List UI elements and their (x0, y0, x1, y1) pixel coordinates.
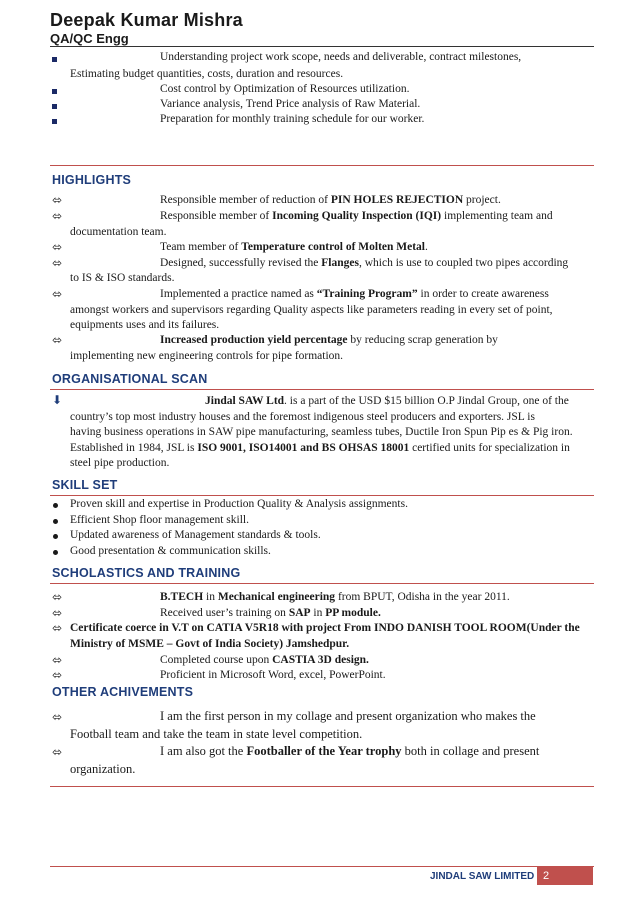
scholastic-item-3-cont: Ministry of MSME – Govt of India Society) Jamshedpur. (70, 638, 350, 650)
achievement-item-2: I am also got the Footballer of the Year trophy both in collage and present (160, 744, 540, 758)
achievement-item-2-cont: organization. (70, 762, 136, 776)
highlight-item-4: Designed, successfully revised the Flanges, which is use to coupled two pipes according (160, 257, 569, 269)
section-divider (50, 786, 594, 787)
skill-item-1: Proven skill and expertise in Production Quality & Analysis assignments. (70, 498, 408, 510)
double-arrow-icon: ⬄ (52, 209, 63, 223)
intro-bullet-1: Understanding project work scope, needs and deliverable, contract milestones, (160, 51, 522, 63)
scholastic-item-1: B.TECH in Mechanical engineering from BPUT, Odisha in the year 2011. (160, 591, 510, 603)
double-arrow-icon: ⬄ (52, 287, 63, 301)
scholastic-item-4: Completed course upon CASTIA 3D design. (160, 654, 369, 666)
highlight-item-6-cont: implementing new engineering controls for pipe formation. (70, 350, 344, 362)
round-bullet-icon (53, 550, 58, 555)
achievements-title: OTHER ACHIVEMENTS (52, 685, 194, 699)
double-arrow-icon: ⬄ (52, 256, 63, 270)
intro-bullet-2: Cost control by Optimization of Resources utilization. (160, 83, 410, 95)
double-arrow-icon: ⬄ (52, 745, 63, 759)
page-number: 2 (537, 867, 593, 885)
highlight-item-5-cont2: equipments uses and its failures. (70, 319, 220, 331)
square-bullet-icon (52, 104, 57, 109)
skill-item-2: Efficient Shop floor management skill. (70, 514, 249, 526)
org-line-5: steel pipe production. (70, 457, 170, 469)
double-arrow-icon: ⬄ (52, 590, 63, 604)
highlight-item-3: Team member of Temperature control of Molten Metal. (160, 241, 428, 253)
org-line-2: country’s top most industry houses and the foremost indigenous steel producers and exporters. JSL is (70, 411, 535, 423)
highlight-item-6: Increased production yield percentage by reducing scrap generation by (160, 334, 498, 346)
intro-bullet-3: Variance analysis, Trend Price analysis of Raw Material. (160, 98, 421, 110)
header-divider (50, 46, 594, 47)
highlight-item-4-cont: to IS & ISO standards. (70, 272, 175, 284)
scholastic-item-2: Received user’s training on SAP in PP module. (160, 607, 381, 619)
scholastics-title: SCHOLASTICS AND TRAINING (52, 566, 241, 580)
square-bullet-icon (52, 119, 57, 124)
arrow-down-icon: ⬇ (52, 393, 63, 407)
section-divider (50, 583, 594, 584)
highlight-item-2-cont: documentation team. (70, 226, 167, 238)
round-bullet-icon (53, 503, 58, 508)
double-arrow-icon: ⬄ (52, 193, 63, 207)
scholastic-item-3: Certificate coerce in V.T on CATIA V5R18 with project From INDO DANISH TOOL ROOM(Under the (70, 622, 580, 634)
highlight-item-2: Responsible member of Incoming Quality Inspection (IQI) implementing team and (160, 210, 553, 222)
candidate-role: QA/QC Engg (50, 31, 129, 46)
double-arrow-icon: ⬄ (52, 333, 63, 347)
double-arrow-icon: ⬄ (52, 240, 63, 254)
square-bullet-icon (52, 89, 57, 94)
org-line-4: Established in 1984, JSL is ISO 9001, ISO14001 and BS OHSAS 18001 certified units for specialization in (70, 442, 570, 454)
section-divider (50, 389, 594, 390)
highlight-item-5-cont: amongst workers and supervisors regarding Quality aspects like parameters reading in every set of point, (70, 304, 553, 316)
skill-item-3: Updated awareness of Management standards & tools. (70, 529, 321, 541)
org-scan-title: ORGANISATIONAL SCAN (52, 372, 208, 386)
scholastic-item-5: Proficient in Microsoft Word, excel, PowerPoint. (160, 669, 386, 681)
highlight-item-1: Responsible member of reduction of PIN HOLES REJECTION project. (160, 194, 501, 206)
intro-bullet-4: Preparation for monthly training schedule for our worker. (160, 113, 425, 125)
footer-company: JINDAL SAW LIMITED (430, 871, 535, 882)
candidate-name: Deepak Kumar Mishra (50, 10, 243, 30)
achievement-item-1-cont: Football team and take the team in state level competition. (70, 727, 363, 741)
highlight-item-5: Implemented a practice named as “Training Program” in order to create awareness (160, 288, 549, 300)
skill-item-4: Good presentation & communication skills. (70, 545, 271, 557)
footer-divider (50, 866, 594, 867)
double-arrow-icon: ⬄ (52, 653, 63, 667)
section-divider (50, 165, 594, 166)
double-arrow-icon: ⬄ (52, 606, 63, 620)
double-arrow-icon: ⬄ (52, 668, 63, 682)
achievement-item-1: I am the first person in my collage and present organization who makes the (160, 709, 536, 723)
round-bullet-icon (53, 534, 58, 539)
section-divider (50, 495, 594, 496)
org-line-1: Jindal SAW Ltd. is a part of the USD $15 billion O.P Jindal Group, one of the (205, 395, 569, 407)
double-arrow-icon: ⬄ (52, 710, 63, 724)
skills-title: SKILL SET (52, 478, 118, 492)
highlights-title: HIGHLIGHTS (52, 173, 132, 187)
intro-bullet-1-cont: Estimating budget quantities, costs, duration and resources. (70, 68, 344, 80)
round-bullet-icon (53, 519, 58, 524)
double-arrow-icon: ⬄ (52, 621, 63, 635)
org-line-3: having business operations in SAW pipe manufacturing, seamless tubes, Ductile Iron Spun Pip es & Pig iron. (70, 426, 573, 438)
square-bullet-icon (52, 57, 57, 62)
